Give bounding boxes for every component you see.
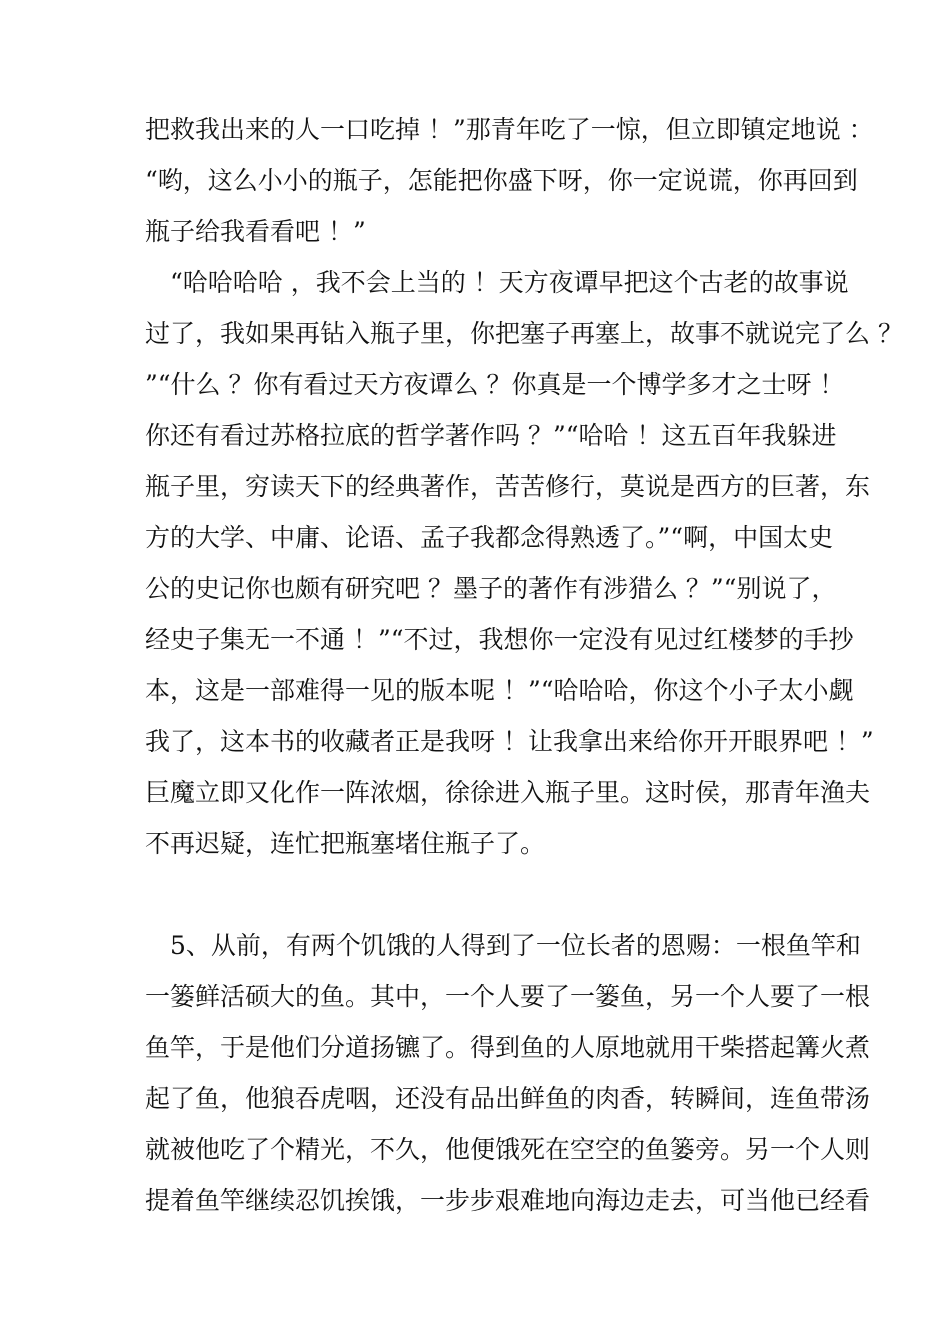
text-line: 起了鱼，他狼吞虎咽，还没有品出鲜鱼的肉香，转瞬间，连鱼带汤 (145, 1084, 871, 1113)
text-line: 就被他吃了个精光，不久，他便饿死在空空的鱼篓旁。另一个人则 (145, 1135, 871, 1164)
text-line: ”“什么 ？你有看过天方夜谭么 ？你真是一个博学多才之士呀 ！ (145, 370, 845, 399)
text-line: 本，这是一部难得一见的版本呢 ！”“哈哈哈，你这个小子太小觑 (145, 676, 854, 705)
text-line: 提着鱼竿继续忍饥挨饿，一步步艰难地向海边走去，可当他已经看 (145, 1186, 871, 1215)
text-line: 瓶子里，穷读天下的经典著作，苦苦修行，莫说是西方的巨著，东 (145, 472, 871, 501)
text-line: 把救我出来的人一口吃掉 ！”那青年吃了一惊，但立即镇定地说 ： (145, 115, 874, 144)
text-line: 巨魔立即又化作一阵浓烟，徐徐进入瓶子里。这时侯，那青年渔夫 (145, 778, 871, 807)
text-line: “哟，这么小小的瓶子，怎能把你盛下呀，你一定说谎，你再回到 (145, 166, 858, 195)
text-line: 不再迟疑，连忙把瓶塞堵住瓶子了。 (145, 829, 546, 858)
text-line: 我了，这本书的收藏者正是我呀 ！让我拿出来给你开开眼界吧 ！” (145, 727, 874, 756)
text-line: 方的大学、中庸、论语、孟子我都念得熟透了。”“啊，中国太史 (145, 523, 834, 552)
text-line: “哈哈哈哈 ，我不会上当的 ！天方夜谭早把这个古老的故事说 (145, 268, 849, 297)
text-line: 一篓鲜活硕大的鱼。其中，一个人要了一篓鱼，另一个人要了一根 (145, 982, 871, 1011)
text-line: 你还有看过苏格拉底的哲学著作吗 ？”“哈哈 ！这五百年我躲进 (145, 421, 837, 450)
text-line: 经史子集无一不通 ！”“不过，我想你一定没有见过红楼梦的手抄 (145, 625, 854, 654)
text-line: 瓶子给我看看吧 ！” (145, 217, 366, 246)
text-line: 鱼竿，于是他们分道扬镳了。得到鱼的人原地就用干柴搭起篝火煮 (145, 1033, 871, 1062)
text-line: 5、从前，有两个饥饿的人得到了一位长者的恩赐：一根鱼竿和 (145, 931, 861, 960)
text-line: 公的史记你也颇有研究吧 ？墨子的著作有涉猎么 ？”“别说了， (145, 574, 837, 603)
text-line: 过了，我如果再钻入瓶子里，你把塞子再塞上，故事不就说完了么 ？ (145, 319, 903, 348)
